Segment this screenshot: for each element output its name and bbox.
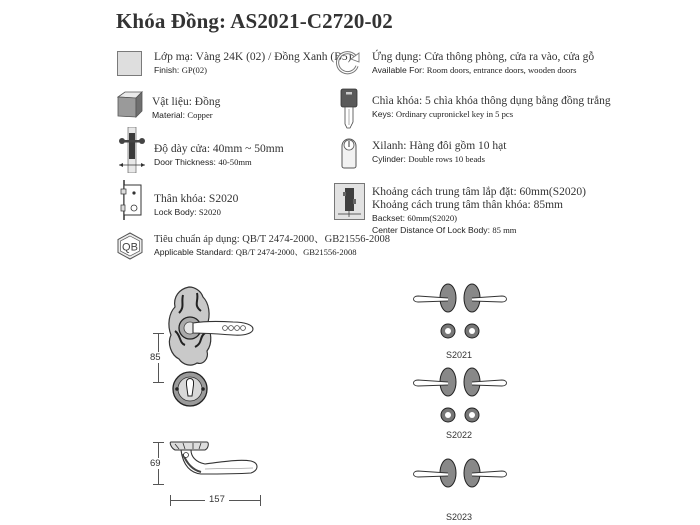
variant-s2021 bbox=[410, 283, 510, 363]
spec-cylinder bbox=[372, 140, 506, 165]
qb-badge-icon bbox=[116, 232, 144, 265]
dimension-tick-right-157 bbox=[260, 495, 261, 506]
dimension-tick-bottom-69 bbox=[153, 484, 164, 485]
finish-vn: Lớp mạ: Vàng 24K (02) / Đồng Xanh (B5) bbox=[154, 51, 352, 63]
variant-label-s2023: S2023 bbox=[446, 512, 473, 522]
keys-vn: Chìa khóa: 5 chìa khóa thông dụng bằng đồng trắng bbox=[372, 95, 611, 107]
spec-lock-body bbox=[154, 193, 238, 218]
backset-vn-1: Khoảng cách trung tâm lắp đặt: 60mm(S2020) bbox=[372, 186, 586, 198]
spec-standard bbox=[154, 233, 390, 258]
backset-en-1: Backset: 60mm(S2020) bbox=[372, 213, 458, 223]
spec-backset bbox=[372, 186, 586, 236]
door-thickness-icon bbox=[117, 127, 147, 178]
keys-en: Keys: Ordinary cupronickel key in 5 pcs bbox=[372, 109, 514, 119]
dimension-height-side: 69 bbox=[150, 458, 161, 469]
cylinder-vn: Xilanh: Hàng đôi gồm 10 hạt bbox=[372, 140, 507, 152]
standard-vn: Tiêu chuẩn áp dụng: QB/T 2474-2000、GB21556-2008 bbox=[154, 234, 390, 245]
available-for-vn: Ứng dụng: Cửa thông phòng, cửa ra vào, cửa gỗ bbox=[372, 51, 595, 63]
dimension-tick-top-69 bbox=[153, 442, 164, 443]
handle-front-drawing bbox=[155, 285, 265, 415]
material-en: Material: Copper bbox=[152, 110, 213, 120]
spec-keys bbox=[372, 95, 611, 120]
backset-en-2: Center Distance Of Lock Body: 85 mm bbox=[372, 225, 517, 235]
rotate-arrow-icon bbox=[335, 50, 361, 81]
material-vn: Vật liệu: Đồng bbox=[152, 96, 221, 108]
svg-text:QB: QB bbox=[122, 241, 138, 254]
variant-s2023 bbox=[410, 457, 510, 525]
dimension-width: 157 bbox=[205, 494, 229, 505]
spec-finish bbox=[154, 51, 352, 76]
standard-en: Applicable Standard: QB/T 2474-2000、GB21556-2008 bbox=[154, 247, 357, 257]
dimension-tick-top bbox=[153, 333, 164, 334]
lock-body-vn: Thân khóa: S2020 bbox=[154, 193, 239, 205]
key-icon bbox=[340, 88, 358, 135]
variant-label-s2021: S2021 bbox=[446, 350, 473, 360]
spec-door-thickness bbox=[154, 143, 284, 168]
lock-body-en: Lock Body: S2020 bbox=[154, 207, 221, 217]
door-thickness-vn: Độ dày cửa: 40mm ~ 50mm bbox=[154, 143, 284, 155]
spec-material bbox=[152, 96, 220, 121]
dimension-height-front: 85 bbox=[150, 352, 161, 363]
spec-available-for bbox=[372, 51, 594, 76]
cylinder-en: Cylinder: Double rows 10 beads bbox=[372, 154, 485, 164]
dimension-tick-left-157 bbox=[170, 495, 171, 506]
backset-vn-2: Khoảng cách trung tâm thân khóa: 85mm bbox=[372, 199, 563, 211]
variant-s2022 bbox=[410, 367, 510, 447]
cube-icon bbox=[117, 91, 143, 123]
cylinder-icon bbox=[339, 136, 359, 175]
variant-label-s2022: S2022 bbox=[446, 430, 473, 440]
available-for-en: Available For: Room doors, entrance doors, wooden doors bbox=[372, 65, 577, 75]
backset-icon bbox=[334, 183, 365, 225]
page-title: Khóa Đồng: AS2021-C2720-02 bbox=[116, 9, 393, 33]
finish-swatch-icon bbox=[117, 51, 142, 81]
lock-body-icon bbox=[119, 180, 143, 225]
dimension-tick-bottom bbox=[153, 382, 164, 383]
door-thickness-en: Door Thickness: 40-50mm bbox=[154, 157, 252, 167]
finish-en: Finish: GP(02) bbox=[154, 65, 208, 75]
handle-side-drawing bbox=[165, 440, 265, 485]
